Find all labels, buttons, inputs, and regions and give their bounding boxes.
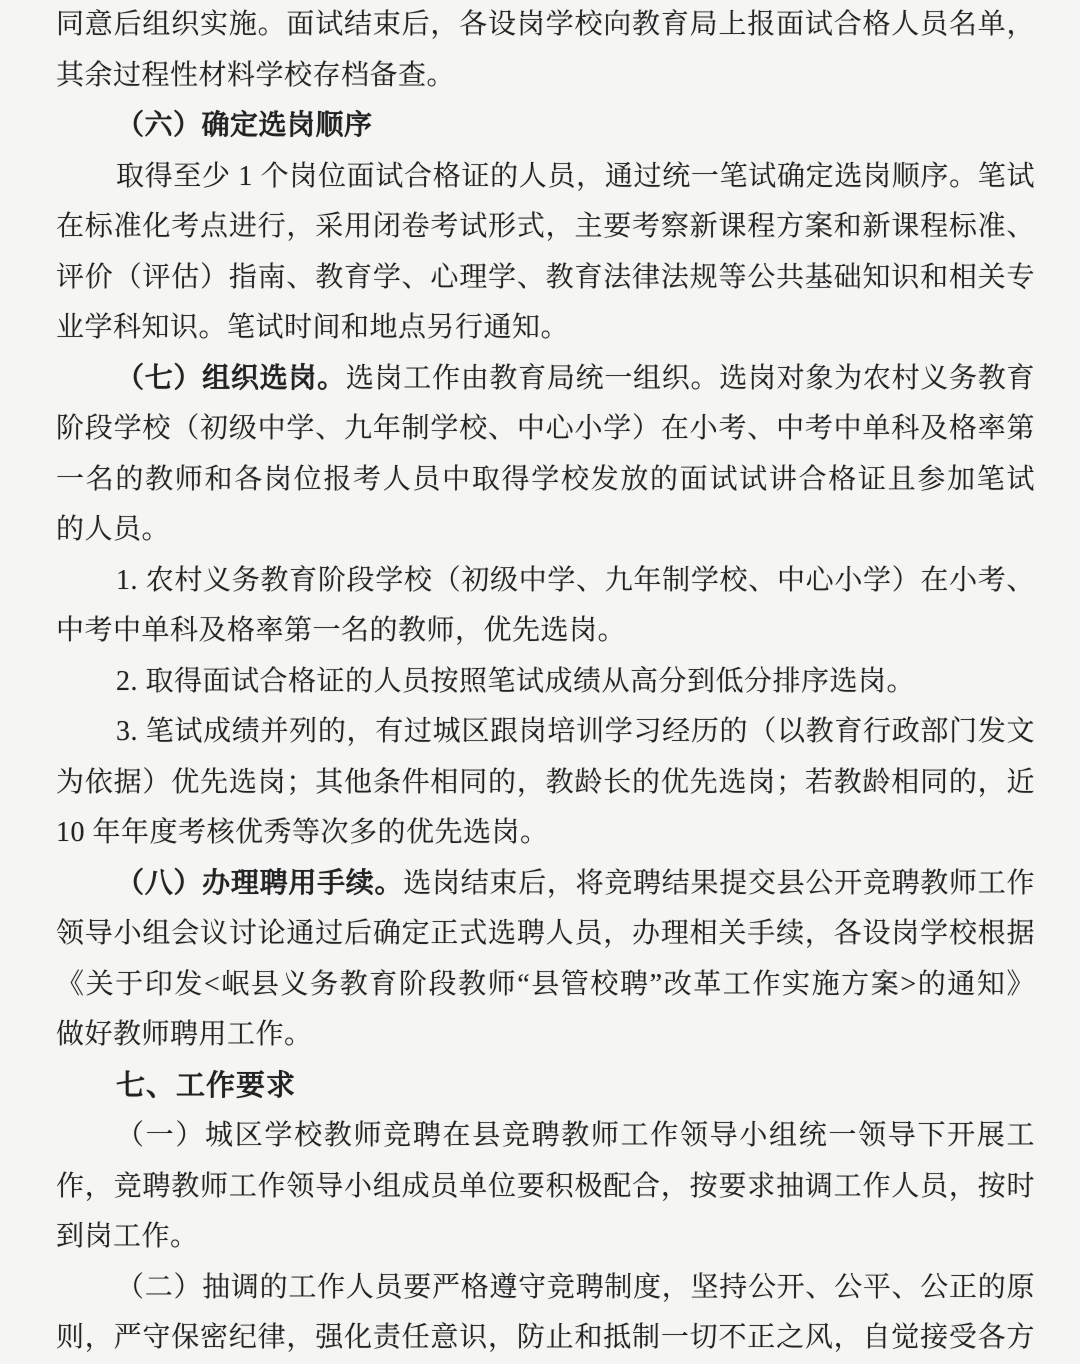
paragraph-line <box>56 404 1035 455</box>
text-segment: 为依据）优先选岗；其他条件相同的，教龄长的优先选岗；若教龄相同的，近 <box>56 766 1035 798</box>
paragraph-line <box>56 0 1035 51</box>
list-item-1 <box>56 556 1035 607</box>
document-body <box>56 0 1035 1364</box>
text-segment: 作，竞聘教师工作领导小组成员单位要积极配合，按要求抽调工作人员，按时 <box>56 1170 1035 1202</box>
list-item-3 <box>56 707 1035 758</box>
text-segment: 《关于印发<岷县义务教育阶段教师“县管校聘”改革工作实施方案>的通知》 <box>56 968 1035 1000</box>
paragraph-line <box>56 455 1035 506</box>
paragraph-line <box>56 152 1035 203</box>
paragraph-line <box>56 1010 1035 1061</box>
text-segment: 业学科知识。笔试时间和地点另行通知。 <box>56 312 570 343</box>
heading-section-8-paragraph <box>56 859 1035 910</box>
text-segment: 一名的教师和各岗位报考人员中取得学校发放的面试试讲合格证且参加笔试 <box>56 463 1035 495</box>
paragraph-line <box>56 202 1035 253</box>
bold-text-segment: （七）组织选岗。 <box>116 362 346 394</box>
bold-text-segment: （八）办理聘用手续。 <box>116 867 404 899</box>
list-item-2 <box>56 657 1035 708</box>
paragraph-line <box>56 606 1035 657</box>
text-segment: 取得至少 1 个岗位面试合格证的人员，通过统一笔试确定选岗顺序。笔试 <box>116 160 1035 192</box>
text-segment: 中考中单科及格率第一名的教师，优先选岗。 <box>56 615 627 646</box>
paragraph-line <box>56 960 1035 1011</box>
heading-section-7-paragraph <box>56 354 1035 405</box>
bold-text-segment: 七、工作要求 <box>116 1069 297 1102</box>
text-segment: （二）抽调的工作人员要严格遵守竞聘制度，坚持公开、公平、公正的原 <box>116 1271 1035 1303</box>
text-segment: 10 年年度考核优秀等次多的优先选岗。 <box>56 817 549 848</box>
text-segment: 评价（评估）指南、教育学、心理学、教育法律法规等公共基础知识和相关专 <box>56 261 1035 293</box>
text-segment: （一）城区学校教师竞聘在县竞聘教师工作领导小组统一领导下开展工 <box>116 1120 1035 1151</box>
paragraph-line <box>56 303 1035 354</box>
text-segment: 的人员。 <box>56 514 171 545</box>
heading-chapter-7 <box>56 1061 1035 1112</box>
paragraph-line <box>56 909 1035 960</box>
text-segment: 做好教师聘用工作。 <box>56 1019 313 1050</box>
paragraph-line <box>56 505 1035 556</box>
text-segment: 则，严守保密纪律，强化责任意识，防止和抵制一切不正之风，自觉接受各方 <box>56 1322 1035 1353</box>
paragraph-line <box>56 1111 1035 1162</box>
text-segment: 选岗工作由教育局统一组织。选岗对象为农村义务教育 <box>345 362 1035 394</box>
text-segment: 选岗结束后，将竞聘结果提交县公开竞聘教师工作 <box>403 867 1035 899</box>
paragraph-line <box>56 1212 1035 1263</box>
text-segment: 阶段学校（初级中学、九年制学校、中心小学）在小考、中考中单科及格率第 <box>56 413 1035 444</box>
paragraph-line <box>56 1263 1035 1314</box>
text-segment: 领导小组会议讨论通过后确定正式选聘人员，办理相关手续，各设岗学校根据 <box>56 918 1035 949</box>
text-segment: 其余过程性材料学校存档备查。 <box>56 59 456 91</box>
text-segment: 1. 农村义务教育阶段学校（初级中学、九年制学校、中心小学）在小考、 <box>116 564 1035 596</box>
paragraph-line <box>56 758 1035 809</box>
text-segment: 3. 笔试成绩并列的，有过城区跟岗培训学习经历的（以教育行政部门发文 <box>116 716 1035 747</box>
text-segment: 在标准化考点进行，采用闭卷考试形式，主要考察新课程方案和新课程标准、 <box>56 211 1035 242</box>
paragraph-line <box>56 808 1035 859</box>
bold-text-segment: （六）确定选岗顺序 <box>116 110 373 141</box>
text-segment: 同意后组织实施。面试结束后，各设岗学校向教育局上报面试合格人员名单， <box>56 9 1035 40</box>
paragraph-line <box>56 51 1035 102</box>
paragraph-line <box>56 1313 1035 1364</box>
paragraph-line <box>56 253 1035 304</box>
text-segment: 2. 取得面试合格证的人员按照笔试成绩从高分到低分排序选岗。 <box>116 665 916 697</box>
paragraph-line <box>56 1162 1035 1213</box>
heading-section-6 <box>56 101 1035 152</box>
text-segment: 到岗工作。 <box>56 1221 199 1252</box>
